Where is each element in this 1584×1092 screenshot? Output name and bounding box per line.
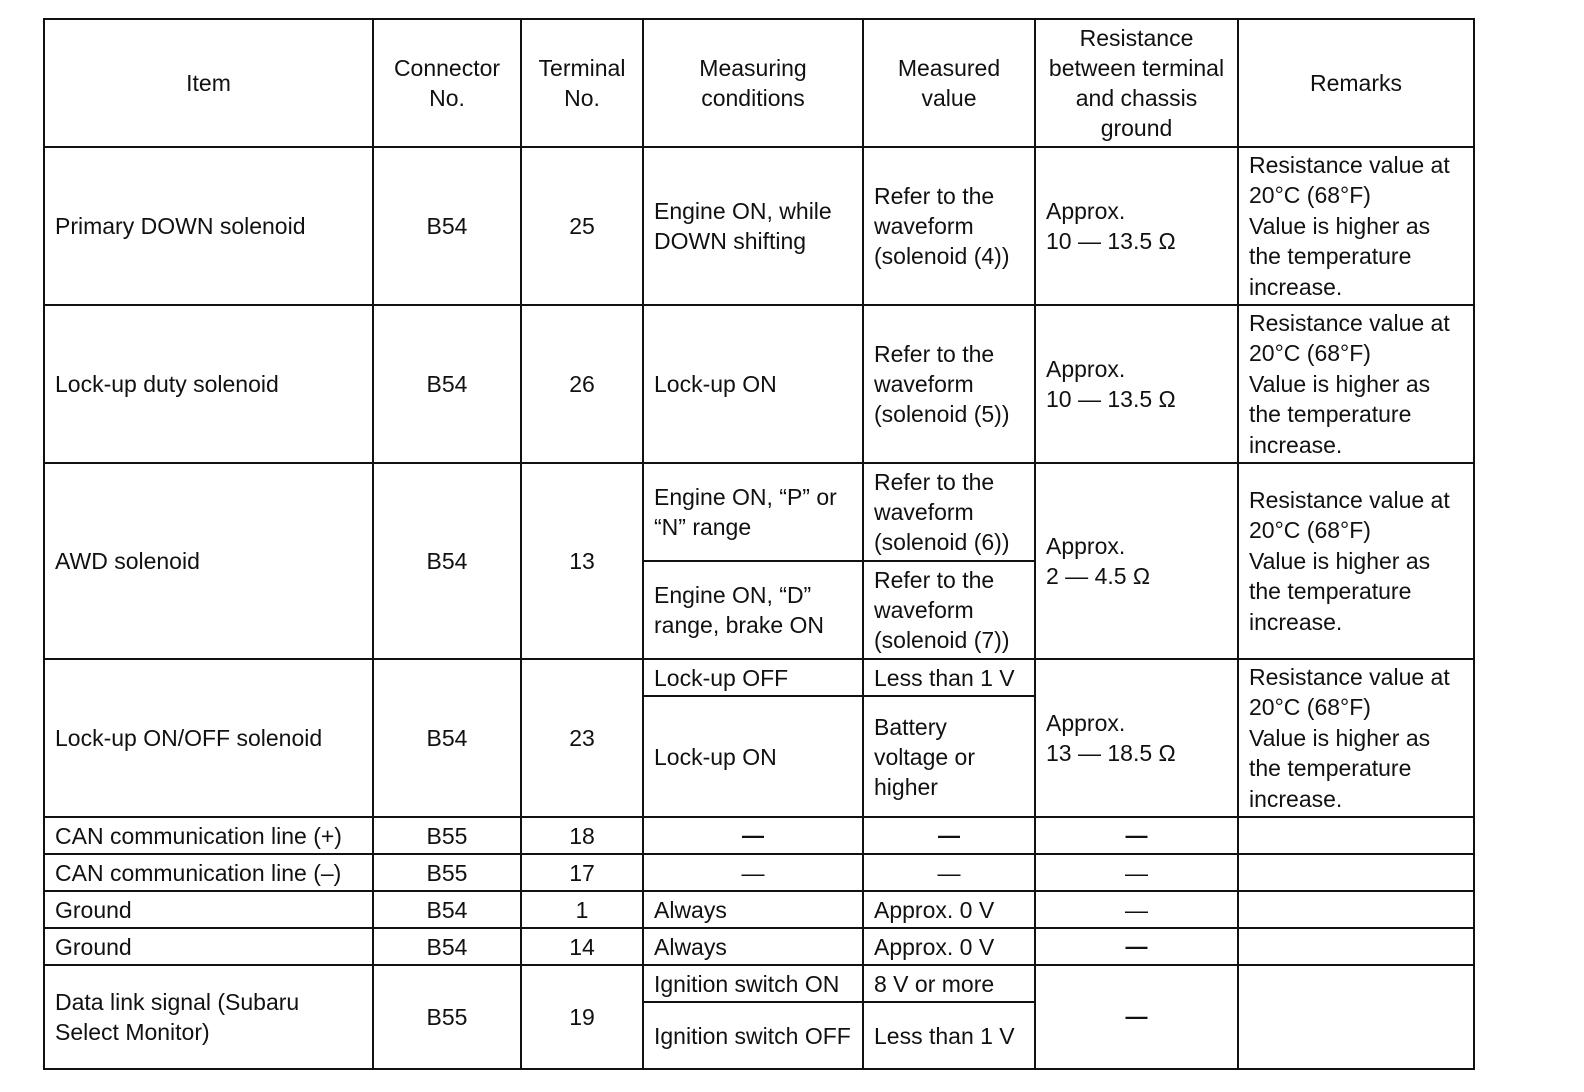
cell-item: Primary DOWN solenoid [44, 147, 373, 305]
cell-item: CAN communication line (–) [44, 854, 373, 891]
cell-conditions: Engine ON, while DOWN shifting [643, 147, 863, 305]
cell-measured-value: Refer to the waveform (solenoid (4)) [863, 147, 1035, 305]
cell-terminal: 25 [521, 147, 643, 305]
remarks-line: Resistance value at 20°C (68°F) [1249, 151, 1450, 209]
table-row [44, 891, 1474, 928]
cell-connector: B54 [373, 147, 521, 305]
cell-connector: B54 [373, 891, 521, 928]
resistance-label: Approx. [1046, 198, 1126, 224]
cell-connector: B54 [373, 928, 521, 965]
cell-measured-value: Refer to the waveform (solenoid (6)) [863, 463, 1035, 561]
table-row [44, 854, 1474, 891]
header-resistance: Resistance between terminal and chassis ground [1035, 19, 1238, 147]
table-row [44, 147, 1474, 305]
remarks-line: Value is higher as the temperature increase. [1249, 547, 1431, 635]
table-header-row [44, 19, 1474, 147]
resistance-value: 13 — 18.5 Ω [1046, 740, 1176, 766]
cell-resistance [1035, 305, 1238, 463]
header-terminal: Terminal No. [521, 19, 643, 147]
remarks-line: Resistance value at 20°C (68°F) [1249, 663, 1450, 721]
cell-item: CAN communication line (+) [44, 817, 373, 854]
cell-resistance: — [1035, 854, 1238, 891]
cell-measured-value: Approx. 0 V [863, 928, 1035, 965]
cell-conditions: Always [643, 891, 863, 928]
resistance-value: 10 — 13.5 Ω [1046, 228, 1176, 254]
header-measured-value: Measured value [863, 19, 1035, 147]
table-row [44, 928, 1474, 965]
table-row [44, 817, 1474, 854]
cell-connector: B55 [373, 854, 521, 891]
cell-measured-value: Refer to the waveform (solenoid (5)) [863, 305, 1035, 463]
cell-resistance: — [1035, 928, 1238, 965]
table-row [44, 305, 1474, 463]
table-row [44, 463, 1474, 561]
resistance-label: Approx. [1046, 533, 1126, 559]
cell-item: Ground [44, 928, 373, 965]
cell-measured-value: Approx. 0 V [863, 891, 1035, 928]
cell-remarks [1238, 659, 1474, 817]
remarks-line: Resistance value at 20°C (68°F) [1249, 486, 1450, 544]
cell-measured-value: 8 V or more [863, 965, 1035, 1002]
cell-connector: B54 [373, 463, 521, 659]
cell-resistance: — [1035, 891, 1238, 928]
cell-resistance [1035, 463, 1238, 659]
cell-conditions: — [643, 854, 863, 891]
cell-item: Lock-up duty solenoid [44, 305, 373, 463]
remarks-line: Value is higher as the temperature increase. [1249, 370, 1431, 458]
cell-item: Ground [44, 891, 373, 928]
cell-terminal: 17 [521, 854, 643, 891]
cell-remarks [1238, 817, 1474, 854]
cell-terminal: 19 [521, 965, 643, 1069]
remarks-line: Value is higher as the temperature increase. [1249, 212, 1431, 300]
cell-resistance: — [1035, 817, 1238, 854]
cell-terminal: 18 [521, 817, 643, 854]
cell-connector: B54 [373, 305, 521, 463]
cell-conditions: Engine ON, “P” or “N” range [643, 463, 863, 561]
cell-terminal: 13 [521, 463, 643, 659]
cell-connector: B54 [373, 659, 521, 817]
cell-item: AWD solenoid [44, 463, 373, 659]
cell-measured-value: — [863, 854, 1035, 891]
cell-conditions: Lock-up OFF [643, 659, 863, 696]
cell-conditions: Ignition switch OFF [643, 1002, 863, 1069]
cell-conditions: Lock-up ON [643, 305, 863, 463]
cell-conditions: Engine ON, “D” range, brake ON [643, 561, 863, 659]
cell-remarks [1238, 891, 1474, 928]
cell-remarks [1238, 965, 1474, 1069]
cell-conditions: Always [643, 928, 863, 965]
cell-conditions: Ignition switch ON [643, 965, 863, 1002]
cell-remarks [1238, 928, 1474, 965]
table-row [44, 965, 1474, 1002]
cell-terminal: 14 [521, 928, 643, 965]
cell-item: Data link signal (Subaru Select Monitor) [44, 965, 373, 1069]
terminal-spec-table [43, 18, 1475, 1070]
cell-remarks [1238, 305, 1474, 463]
cell-measured-value: Less than 1 V [863, 1002, 1035, 1069]
resistance-label: Approx. [1046, 710, 1126, 736]
cell-conditions: Lock-up ON [643, 696, 863, 817]
cell-conditions: — [643, 817, 863, 854]
cell-resistance [1035, 659, 1238, 817]
terminal-spec-table-wrapper [43, 18, 1473, 1070]
cell-remarks [1238, 147, 1474, 305]
header-connector: Connector No. [373, 19, 521, 147]
cell-measured-value: Refer to the waveform (solenoid (7)) [863, 561, 1035, 659]
cell-remarks [1238, 854, 1474, 891]
cell-connector: B55 [373, 965, 521, 1069]
cell-item: Lock-up ON/OFF solenoid [44, 659, 373, 817]
cell-terminal: 26 [521, 305, 643, 463]
header-item: Item [44, 19, 373, 147]
table-row [44, 659, 1474, 696]
cell-remarks [1238, 463, 1474, 659]
resistance-label: Approx. [1046, 356, 1126, 382]
cell-measured-value: Battery voltage or higher [863, 696, 1035, 817]
resistance-value: 2 — 4.5 Ω [1046, 563, 1151, 589]
cell-resistance: — [1035, 965, 1238, 1069]
resistance-value: 10 — 13.5 Ω [1046, 386, 1176, 412]
header-remarks: Remarks [1238, 19, 1474, 147]
cell-measured-value: Less than 1 V [863, 659, 1035, 696]
cell-terminal: 1 [521, 891, 643, 928]
cell-resistance [1035, 147, 1238, 305]
cell-connector: B55 [373, 817, 521, 854]
remarks-line: Resistance value at 20°C (68°F) [1249, 309, 1450, 367]
cell-terminal: 23 [521, 659, 643, 817]
remarks-line: Value is higher as the temperature increase. [1249, 724, 1431, 812]
header-conditions: Measuring conditions [643, 19, 863, 147]
cell-measured-value: — [863, 817, 1035, 854]
